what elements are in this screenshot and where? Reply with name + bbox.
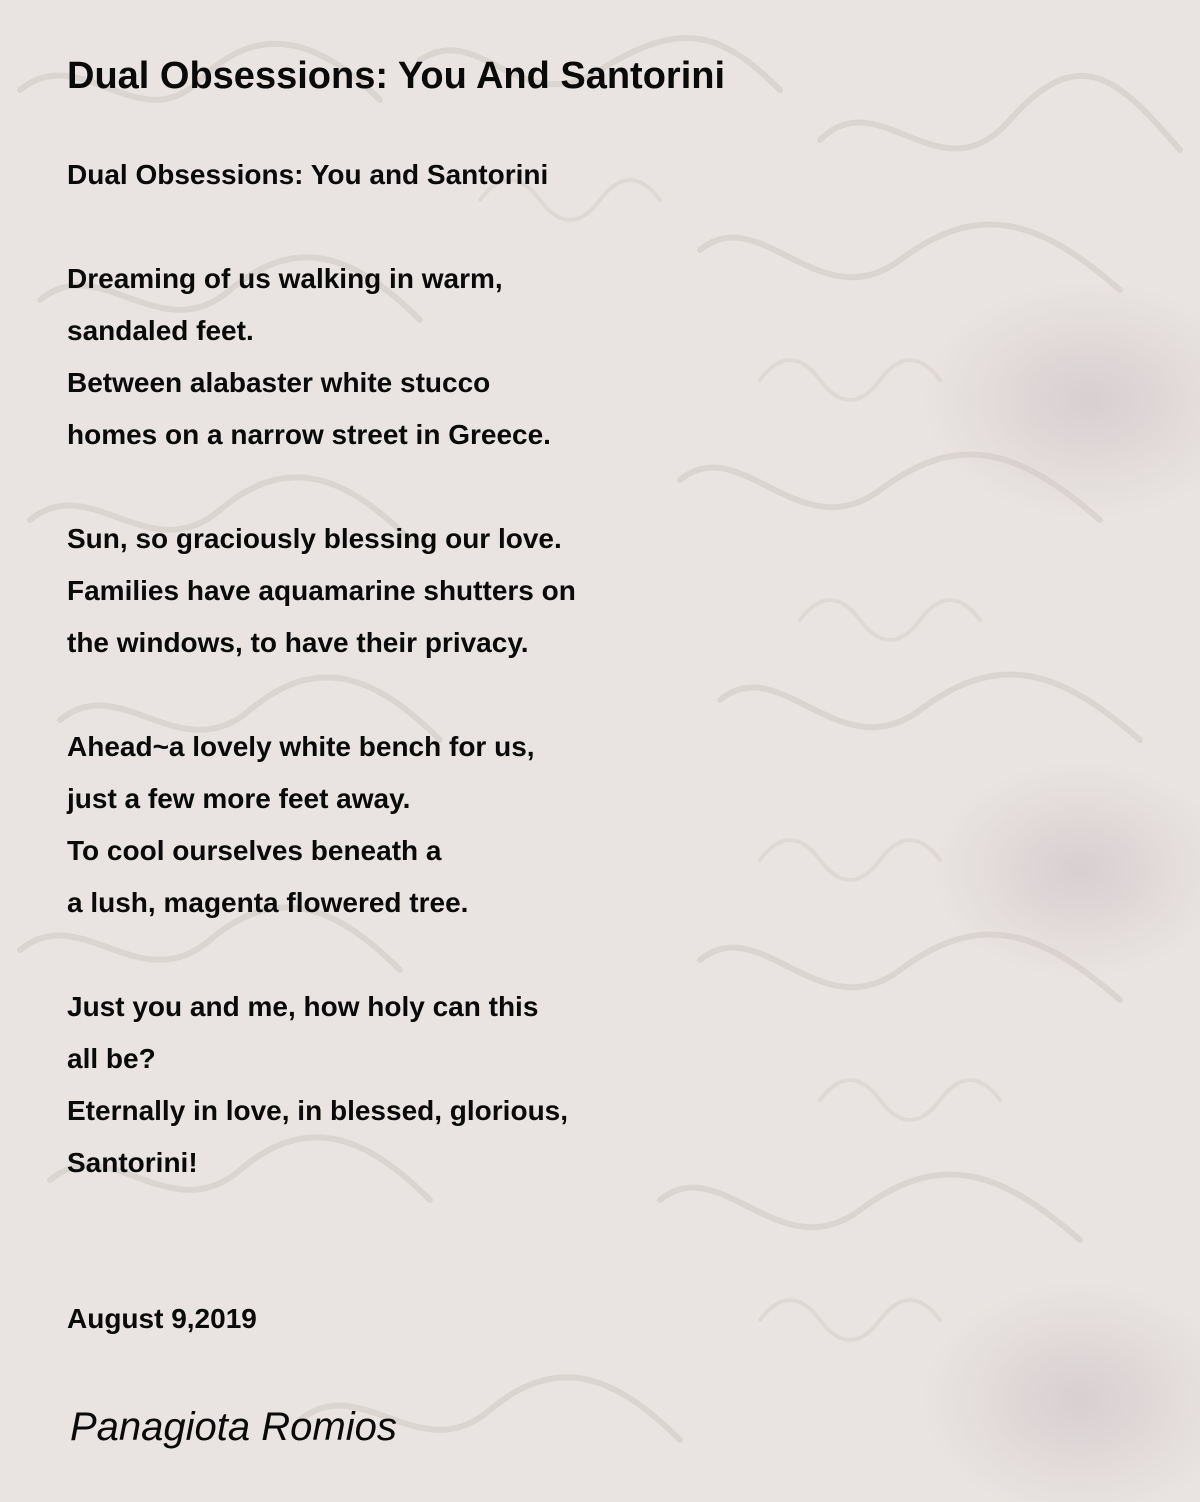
poem-line: just a few more feet away. (67, 783, 411, 814)
poem-line: Families have aquamarine shutters on (67, 575, 576, 606)
poem-line: a lush, magenta flowered tree. (67, 887, 469, 918)
poem-line: sandaled feet. (67, 315, 254, 346)
poem-title: Dual Obsessions: You And Santorini (67, 55, 726, 97)
poem-line: Santorini! (67, 1147, 198, 1178)
poem-line: Dual Obsessions: You and Santorini (67, 159, 549, 190)
poem-line: To cool ourselves beneath a (67, 835, 442, 866)
poem-body (67, 149, 576, 1189)
poem-line: all be? (67, 1043, 156, 1074)
poem-line: Just you and me, how holy can this (67, 991, 539, 1022)
poem-line: the windows, to have their privacy. (67, 627, 529, 658)
poem-line: Sun, so graciously blessing our love. (67, 523, 562, 554)
poem-line: homes on a narrow street in Greece. (67, 419, 551, 450)
stanza-break (67, 929, 576, 981)
stanza-break (67, 669, 576, 721)
poem-line: Between alabaster white stucco (67, 367, 491, 398)
poem-author: Panagiota Romios (70, 1405, 397, 1449)
stanza-break (67, 201, 576, 253)
poem-line: Eternally in love, in blessed, glorious, (67, 1095, 569, 1126)
poem-line: Dreaming of us walking in warm, (67, 263, 503, 294)
stanza-break (67, 461, 576, 513)
poem-line: Ahead~a lovely white bench for us, (67, 731, 535, 762)
poem-date: August 9,2019 (67, 1303, 257, 1334)
